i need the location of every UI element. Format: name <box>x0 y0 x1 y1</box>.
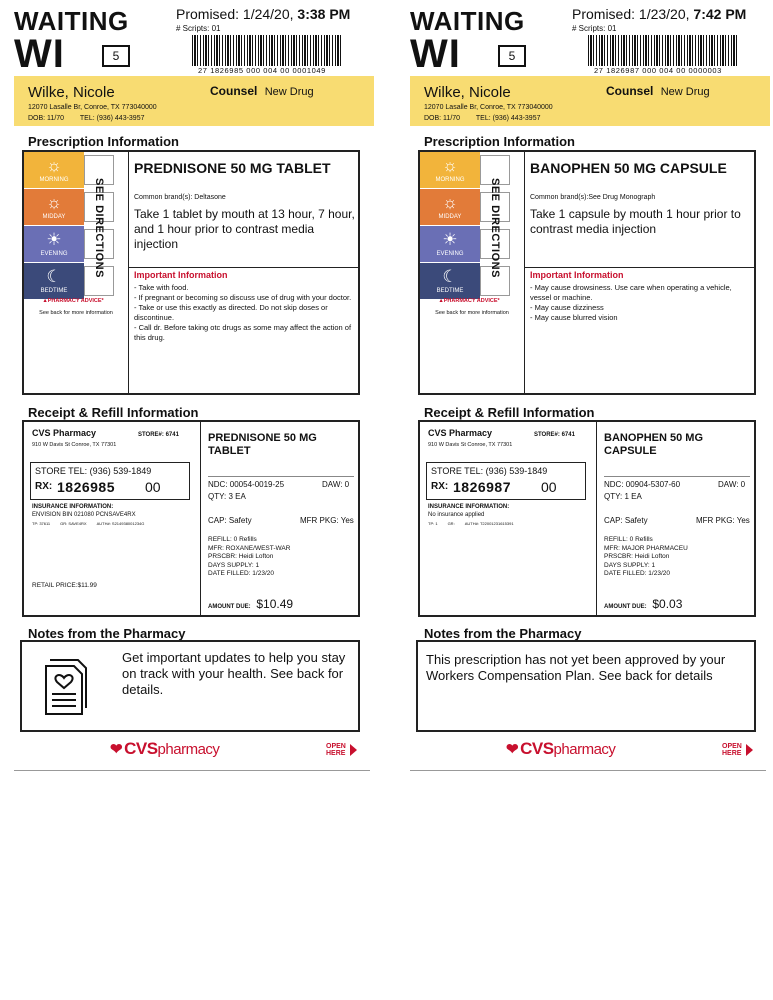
heart-icon: ❤ <box>506 741 519 758</box>
divider <box>128 152 129 395</box>
barcode <box>192 35 342 66</box>
store-name: CVS Pharmacy <box>428 428 493 438</box>
sun-icon: ☼ <box>442 156 458 175</box>
amount-label: AMOUNT DUE: <box>208 604 251 610</box>
see-directions: SEE DIRECTIONS <box>93 178 105 278</box>
receipt-box <box>22 420 360 617</box>
barcode <box>588 35 738 66</box>
sun-icon: ☼ <box>442 193 458 212</box>
counsel-label: Counsel <box>606 84 654 98</box>
prescriber: PRSCBR: Heidi Lofton <box>604 553 670 560</box>
divider <box>524 152 525 395</box>
cap-type: CAP: Safety <box>208 516 252 525</box>
sun-icon: ☼ <box>46 193 62 212</box>
common-brand: Common brand(s): Deltasone <box>134 194 226 201</box>
open-here[interactable] <box>326 743 346 757</box>
insurance-code: AUTH#: T22001231615391 <box>464 521 514 526</box>
ndc: NDC: 00054-0019-25 <box>208 480 285 489</box>
store-number: STORE#: 6741 <box>138 432 179 438</box>
date-filled: DATE FILLED: 1/23/20 <box>604 570 670 577</box>
important-info-list <box>530 283 752 323</box>
insurance-code: TP: 37611 <box>32 521 51 526</box>
drug-name: PREDNISONE 50 MG TABLET <box>134 160 331 176</box>
store-address: 910 W Davis St Conroe, TX 77301 <box>428 442 513 448</box>
notes-heading: Notes from the Pharmacy <box>424 626 582 641</box>
important-info-item: - If pregnant or becoming so discuss use of drug with your doctor. <box>134 293 352 302</box>
tod-label: EVENING <box>436 251 464 257</box>
moon-icon: ☾ <box>442 267 458 286</box>
patient-tel: TEL: (936) 443-3957 <box>475 115 541 122</box>
important-info-item: - May cause drowsiness. Use care when operating a vehicle, vessel or machine. <box>530 283 732 302</box>
bin-number: 5 <box>102 45 130 67</box>
important-info-item: - May cause dizziness <box>530 303 604 312</box>
days-supply: DAYS SUPPLY: 1 <box>604 561 656 569</box>
directions: Take 1 capsule by mouth 1 hour prior to contrast media injection <box>530 207 741 236</box>
counsel <box>210 84 314 98</box>
open-label: OPEN <box>326 743 346 750</box>
notes-heading: Notes from the Pharmacy <box>28 626 186 641</box>
insurance-code: GR: SAVE4RX <box>60 521 87 526</box>
amount-due <box>604 597 682 611</box>
status-title: WAITING <box>14 6 129 36</box>
days-supply: DAYS SUPPLY: 1 <box>208 561 260 569</box>
sun-icon: ☼ <box>46 156 62 175</box>
notes-box <box>416 640 756 732</box>
divider <box>200 422 201 617</box>
notes-box <box>20 640 360 732</box>
prescription-box <box>22 150 360 395</box>
quantity: QTY: 1 EA <box>604 492 642 501</box>
rx-suffix: 00 <box>541 479 557 495</box>
rx-number-box <box>426 462 586 500</box>
rx-label: RX: <box>35 481 53 492</box>
counsel-value: New Drug <box>264 86 314 98</box>
patient-dob-tel <box>424 115 555 122</box>
important-info-item: - Take with food. <box>134 283 189 292</box>
refill-details <box>604 536 688 579</box>
refill-details <box>208 536 290 579</box>
receipt-box <box>418 420 756 617</box>
amount-label: AMOUNT DUE: <box>604 604 647 610</box>
prescription-heading: Prescription Information <box>424 134 575 149</box>
here-label: HERE <box>326 750 346 757</box>
promised-time <box>572 6 746 22</box>
promised-time <box>176 6 350 22</box>
insurance-code: TP: 1 <box>428 521 438 526</box>
mfr-pkg: MFR PKG: Yes <box>696 516 750 525</box>
counsel-label: Counsel <box>210 84 258 98</box>
amount-value: $0.03 <box>652 597 683 611</box>
rx-suffix: 00 <box>145 479 161 495</box>
promised-clock: 3:38 PM <box>297 6 351 22</box>
amount-value: $10.49 <box>256 597 294 611</box>
document-heart-icon <box>40 656 90 718</box>
important-info-item: - Call dr. Before taking otc drugs as some may affect the action of this drug. <box>134 323 352 342</box>
tod-label: MORNING <box>39 177 69 183</box>
notes-text: Get important updates to help you stay on track with your health. See back for details. <box>122 650 346 697</box>
see-back-note: See back for more information <box>39 310 113 316</box>
patient-band <box>410 76 770 126</box>
patient-band <box>14 76 374 126</box>
bin-number: 5 <box>498 45 526 67</box>
prescription-heading: Prescription Information <box>28 134 179 149</box>
promised-clock: 7:42 PM <box>693 6 747 22</box>
sunset-icon: ☀ <box>46 230 62 249</box>
insurance-codes <box>32 521 202 526</box>
divider <box>524 267 756 268</box>
date-filled: DATE FILLED: 1/23/20 <box>208 570 274 577</box>
receipt-heading: Receipt & Refill Information <box>28 405 199 420</box>
scripts-count: # Scripts: 01 <box>572 24 617 33</box>
bedtime-slot <box>24 263 84 299</box>
important-info-title: Important Information <box>530 270 624 280</box>
pharmacy-advice: ▲PHARMACY ADVICE* <box>42 298 104 304</box>
retail-price: RETAIL PRICE:$11.99 <box>32 582 97 589</box>
status-code: WI <box>14 32 65 76</box>
drug-name: BANOPHEN 50 MG CAPSULE <box>530 160 727 176</box>
amount-due <box>208 597 293 611</box>
mfr-pkg: MFR PKG: Yes <box>300 516 354 525</box>
morning-slot <box>24 152 84 188</box>
tear-line <box>410 770 766 771</box>
daw: DAW: 0 <box>322 480 350 489</box>
patient-tel: TEL: (936) 443-3957 <box>79 115 145 122</box>
prescription-label <box>410 0 773 772</box>
midday-slot <box>24 189 84 225</box>
cap-type: CAP: Safety <box>604 516 648 525</box>
receipt-drug-name: BANOPHEN 50 MG CAPSULE <box>604 432 704 457</box>
patient-address: 12070 Lasalle Br, Conroe, TX 773040000 <box>28 104 157 111</box>
arrow-right-icon <box>350 744 357 756</box>
divider <box>596 422 597 617</box>
store-name: CVS Pharmacy <box>32 428 97 438</box>
tod-label: MIDDAY <box>438 214 462 220</box>
open-here[interactable] <box>722 743 742 757</box>
common-brand: Common brand(s):See Drug Monograph <box>530 194 656 201</box>
barcode-number: 27 1826985 000 004 00 0001049 <box>198 66 326 75</box>
insurance-code: AUTH#: S214938001234G <box>96 521 145 526</box>
counsel <box>606 84 710 98</box>
here-label: HERE <box>722 750 742 757</box>
rx-number: 1826985 <box>57 479 116 495</box>
see-directions: SEE DIRECTIONS <box>489 178 501 278</box>
notes-text: This prescription has not yet been approved by your Workers Compensation Plan. See back for details <box>426 652 726 683</box>
rx-number-box <box>30 462 190 500</box>
promised-label: Promised: <box>572 6 636 22</box>
logo-brand: CVS <box>520 739 554 758</box>
evening-slot <box>420 226 480 262</box>
patient-dob: DOB: 11/70 <box>424 115 461 122</box>
arrow-right-icon <box>746 744 753 756</box>
prescriber: PRSCBR: Heidi Lofton <box>208 553 274 560</box>
divider <box>128 267 360 268</box>
promised-date: 1/23/20, <box>638 6 690 22</box>
tod-label: BEDTIME <box>40 288 68 294</box>
bedtime-slot <box>420 263 480 299</box>
tod-label: MIDDAY <box>42 214 66 220</box>
counsel-value: New Drug <box>660 86 710 98</box>
tear-line <box>14 770 370 771</box>
logo-brand: CVS <box>124 739 158 758</box>
promised-date: 1/24/20, <box>242 6 294 22</box>
evening-slot <box>24 226 84 262</box>
cvs-logo <box>506 739 615 759</box>
patient-address: 12070 Lasalle Br, Conroe, TX 773040000 <box>424 104 553 111</box>
manufacturer: MFR: MAJOR PHARMACEU <box>604 544 688 552</box>
directions: Take 1 tablet by mouth at 13 hour, 7 hour, and 1 hour prior to contrast media injection <box>134 207 355 251</box>
tod-label: BEDTIME <box>436 288 464 294</box>
insurance-title: INSURANCE INFORMATION: <box>32 504 114 510</box>
rx-number: 1826987 <box>453 479 512 495</box>
scripts-count: # Scripts: 01 <box>176 24 221 33</box>
tod-label: EVENING <box>40 251 68 257</box>
patient-dob: DOB: 11/70 <box>28 115 65 122</box>
divider <box>604 476 750 477</box>
status-title: WAITING <box>410 6 525 36</box>
heart-icon: ❤ <box>110 741 123 758</box>
see-back-note: See back for more information <box>435 310 509 316</box>
receipt-drug-name: PREDNISONE 50 MG TABLET <box>208 432 317 457</box>
refills: REFILL: 0 Refills <box>208 536 257 543</box>
logo-word: pharmacy <box>157 741 220 758</box>
midday-slot <box>420 189 480 225</box>
daw: DAW: 0 <box>718 480 746 489</box>
store-tel: STORE TEL: (936) 539-1849 <box>35 466 152 476</box>
store-address: 910 W Davis St Conroe, TX 77301 <box>32 442 117 448</box>
insurance-code: GR: <box>447 521 455 526</box>
pharmacy-advice: ▲PHARMACY ADVICE* <box>438 298 500 304</box>
moon-icon: ☾ <box>46 267 62 286</box>
insurance-codes <box>428 521 598 526</box>
divider <box>208 476 354 477</box>
prescription-label <box>14 0 378 772</box>
important-info-item: - May cause blurred vision <box>530 313 618 322</box>
prescription-box <box>418 150 756 395</box>
status-code: WI <box>410 32 461 76</box>
patient-name: Wilke, Nicole <box>424 84 511 101</box>
refills: REFILL: 0 Refills <box>604 536 653 543</box>
promised-label: Promised: <box>176 6 240 22</box>
logo-word: pharmacy <box>553 741 616 758</box>
important-info-list <box>134 283 356 343</box>
insurance-line: ENVISION BIN 021080 PCNSAVE4RX <box>32 512 136 518</box>
important-info-item: - Take or use this exactly as directed. Do not skip doses or discontinue. <box>134 303 328 322</box>
store-number: STORE#: 6741 <box>534 432 575 438</box>
insurance-title: INSURANCE INFORMATION: <box>428 504 510 510</box>
store-tel: STORE TEL: (936) 539-1849 <box>431 466 548 476</box>
quantity: QTY: 3 EA <box>208 492 246 501</box>
ndc: NDC: 00904-5307-60 <box>604 480 681 489</box>
rx-label: RX: <box>431 481 449 492</box>
manufacturer: MFR: ROXANE/WEST-WAR <box>208 544 291 552</box>
barcode-number: 27 1826987 000 004 00 0000003 <box>594 66 722 75</box>
sunset-icon: ☀ <box>442 230 458 249</box>
tod-label: MORNING <box>435 177 465 183</box>
patient-name: Wilke, Nicole <box>28 84 115 101</box>
important-info-title: Important Information <box>134 270 228 280</box>
open-label: OPEN <box>722 743 742 750</box>
morning-slot <box>420 152 480 188</box>
receipt-heading: Receipt & Refill Information <box>424 405 595 420</box>
patient-dob-tel <box>28 115 159 122</box>
cvs-logo <box>110 739 219 759</box>
insurance-line: No insurance applied <box>428 512 485 518</box>
